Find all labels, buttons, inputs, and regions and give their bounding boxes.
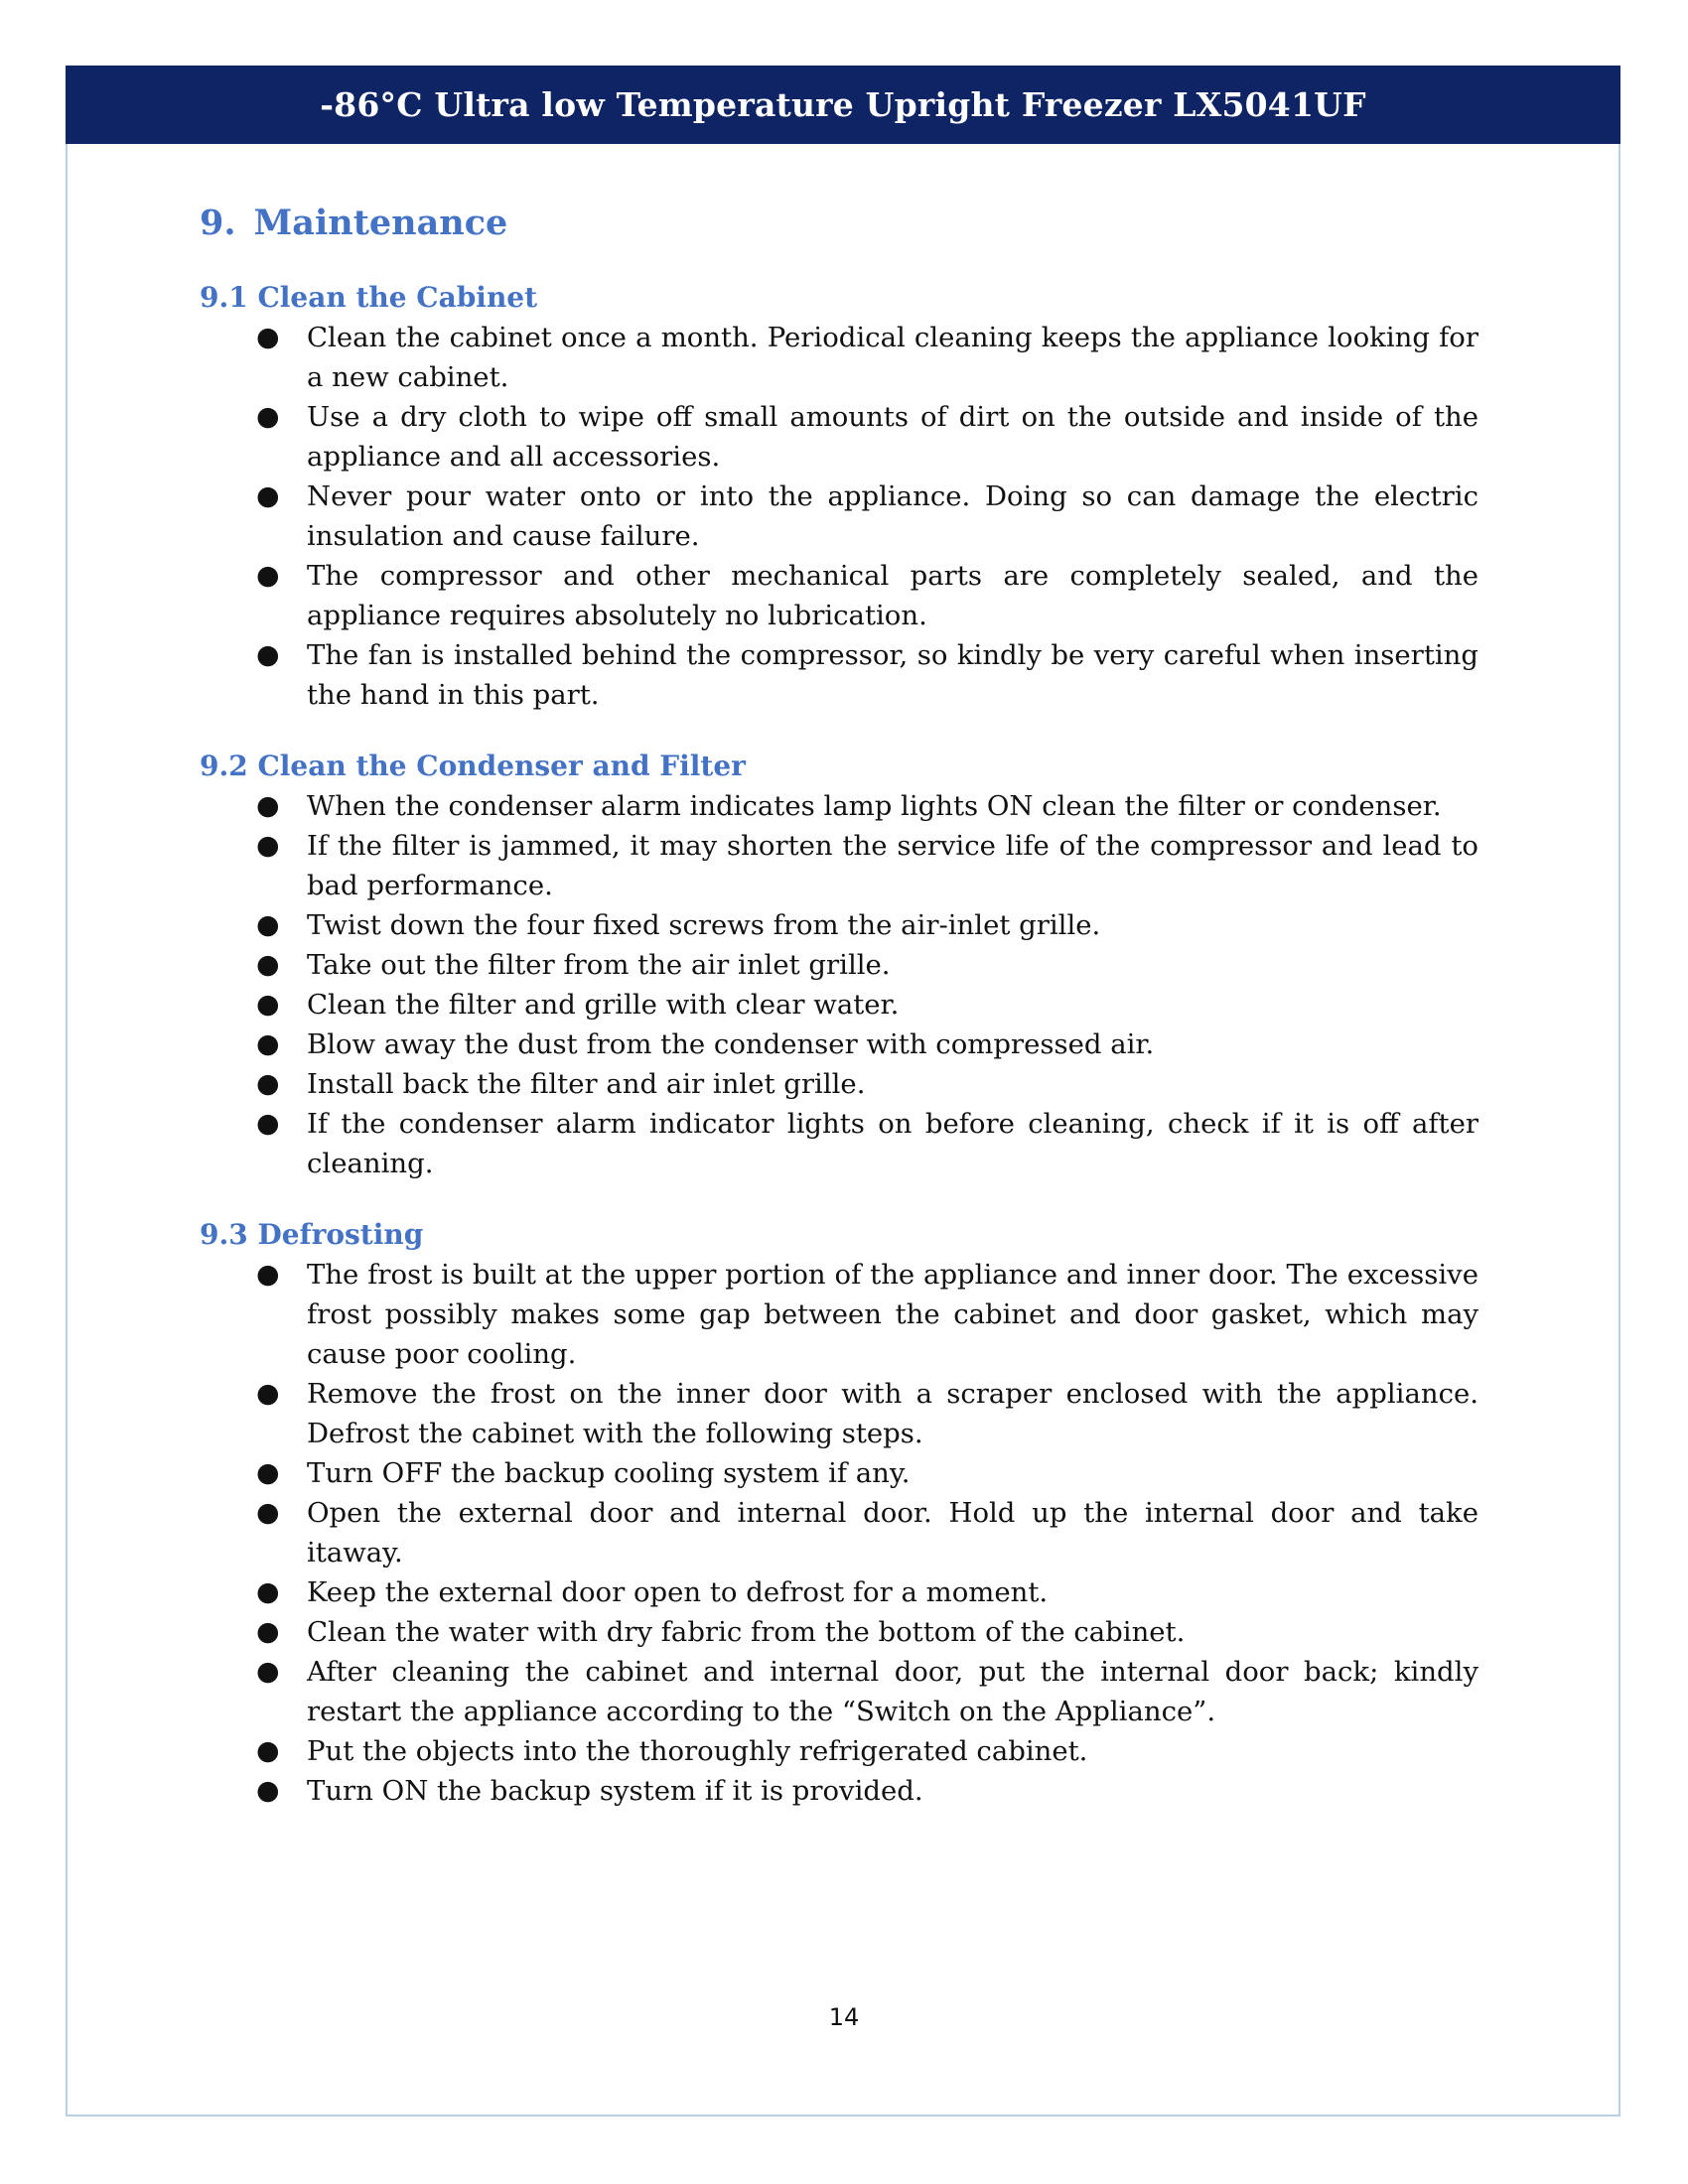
document-header-banner [66, 66, 1620, 144]
list-item [200, 1731, 1480, 1771]
list-item [200, 1572, 1480, 1612]
list-item [200, 635, 1480, 715]
page-number: 14 [828, 2003, 860, 2031]
bullet-icon: ● [256, 1028, 280, 1059]
list-item-text: Clean the filter and grille with clear water. [307, 989, 900, 1021]
bullet-list [200, 786, 1480, 1183]
subsection-clean-condenser-filter [200, 747, 1480, 1183]
bullet-icon: ● [256, 1068, 280, 1099]
list-item [200, 1374, 1480, 1453]
list-item [200, 826, 1480, 905]
bullet-icon: ● [256, 790, 280, 821]
list-item [200, 985, 1480, 1024]
bullet-icon: ● [256, 560, 280, 591]
list-item-text: When the condenser alarm indicates lamp lights ON clean the filter or condenser. [307, 790, 1442, 822]
subsection-heading: 9.1 Clean the Cabinet [200, 281, 538, 314]
bullet-icon: ● [256, 401, 280, 432]
list-item [200, 1104, 1480, 1183]
list-item-text: Take out the filter from the air inlet grille. [307, 949, 891, 981]
list-item-text: Install back the filter and air inlet grille. [307, 1068, 866, 1100]
bullet-icon: ● [256, 1576, 280, 1607]
bullet-icon: ● [256, 1775, 280, 1806]
list-item-text: Remove the frost on the inner door with a scraper enclosed with the appliance. Defrost the cabinet with the following steps. [307, 1378, 1478, 1449]
list-item-text: Put the objects into the thoroughly refrigerated cabinet. [307, 1735, 1088, 1767]
list-item-text: The frost is built at the upper portion of the appliance and inner door. The excessive frost possibly makes some gap between the cabinet and door gasket, which may cause poor cooling. [307, 1259, 1478, 1370]
subsection-heading: 9.2 Clean the Condenser and Filter [200, 750, 746, 782]
list-item-text: Open the external door and internal door. Hold up the internal door and take itaway. [307, 1497, 1478, 1569]
list-item [200, 1612, 1480, 1652]
list-item-text: If the condenser alarm indicator lights on before cleaning, check if it is off after cleaning. [307, 1108, 1478, 1179]
list-item-text: After cleaning the cabinet and internal door, put the internal door back; kindly restart the appliance according to the “Switch on the Appliance”. [307, 1656, 1478, 1727]
list-item [200, 477, 1480, 556]
bullet-list [200, 1255, 1480, 1811]
list-item [200, 1255, 1480, 1374]
bullet-icon: ● [256, 909, 280, 940]
bullet-icon: ● [256, 1108, 280, 1139]
list-item [200, 786, 1480, 826]
bullet-icon: ● [256, 989, 280, 1020]
subsection-defrosting [200, 1215, 1480, 1811]
list-item-text: Keep the external door open to defrost for a moment. [307, 1576, 1049, 1608]
list-item [200, 1453, 1480, 1493]
list-item-text: The compressor and other mechanical parts are completely sealed, and the appliance requires absolutely no lubrication. [307, 560, 1478, 631]
list-item-text: Turn OFF the backup cooling system if any. [307, 1457, 911, 1489]
list-item [200, 1024, 1480, 1064]
bullet-icon: ● [256, 322, 280, 352]
bullet-icon: ● [256, 639, 280, 670]
list-item [200, 318, 1480, 397]
bullet-list [200, 318, 1480, 715]
list-item [200, 1771, 1480, 1811]
list-item [200, 1652, 1480, 1731]
list-item [200, 905, 1480, 945]
bullet-icon: ● [256, 480, 280, 511]
list-item-text: Clean the cabinet once a month. Periodical cleaning keeps the appliance looking for a new cabinet. [307, 322, 1478, 393]
list-item [200, 397, 1480, 477]
list-item [200, 945, 1480, 985]
list-item-text: The fan is installed behind the compressor, so kindly be very careful when inserting the hand in this part. [307, 639, 1478, 711]
document-body [200, 199, 1480, 1811]
list-item [200, 1064, 1480, 1104]
list-item-text: Clean the water with dry fabric from the bottom of the cabinet. [307, 1616, 1186, 1648]
list-item [200, 1493, 1480, 1572]
document-title: -86°C Ultra low Temperature Upright Freezer LX5041UF [320, 85, 1366, 124]
bullet-icon: ● [256, 1656, 280, 1687]
bullet-icon: ● [256, 830, 280, 861]
list-item-text: Never pour water onto or into the appliance. Doing so can damage the electric insulation and cause failure. [307, 480, 1478, 552]
list-item-text: Blow away the dust from the condenser with compressed air. [307, 1028, 1155, 1060]
section-number: 9. [200, 203, 236, 243]
bullet-icon: ● [256, 1616, 280, 1647]
list-item-text: If the filter is jammed, it may shorten the service life of the compressor and lead to bad performance. [307, 830, 1478, 901]
list-item-text: Turn ON the backup system if it is provided. [307, 1775, 923, 1807]
bullet-icon: ● [256, 949, 280, 980]
bullet-icon: ● [256, 1497, 280, 1528]
section-title: Maintenance [253, 203, 508, 243]
bullet-icon: ● [256, 1378, 280, 1409]
section-heading [200, 199, 1480, 248]
bullet-icon: ● [256, 1457, 280, 1488]
bullet-icon: ● [256, 1735, 280, 1766]
bullet-icon: ● [256, 1259, 280, 1290]
list-item-text: Use a dry cloth to wipe off small amounts of dirt on the outside and inside of the appliance and all accessories. [307, 401, 1478, 473]
list-item [200, 556, 1480, 635]
list-item-text: Twist down the four fixed screws from the air-inlet grille. [307, 909, 1101, 941]
subsection-clean-cabinet [200, 278, 1480, 715]
subsection-heading: 9.3 Defrosting [200, 1218, 424, 1251]
